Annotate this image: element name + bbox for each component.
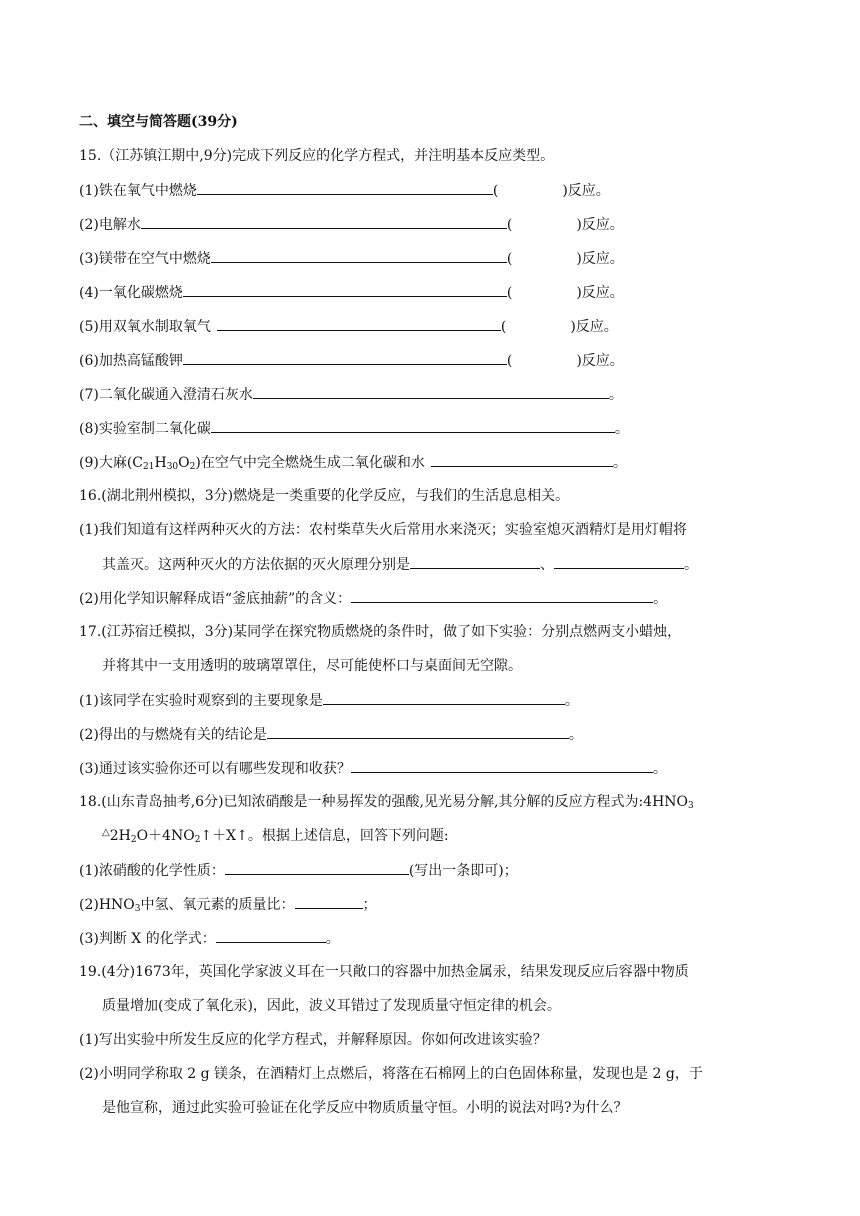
- q16-part1-line2: 其盖灭。这两种灭火的方法依据的灭火原理分别是 、 。: [102, 554, 698, 575]
- q16-stem: 16.(湖北荆州模拟，3分)燃烧是一类重要的化学反应，与我们的生活息息相关。: [79, 488, 570, 504]
- q18-part2: $(2)HNO_3$中氢、氧元素的质量比： ；: [79, 894, 377, 915]
- q19-stem: 19.(4分)1673年，英国化学家波义耳在一只敞口的容器中加热金属汞，结果发现反应后容器中物质: [79, 964, 689, 980]
- q17-part1: (1)该同学在实验时观察到的主要现象是 。: [79, 690, 579, 711]
- answer-blank[interactable]: [323, 690, 565, 705]
- item-label: (8)实验室制二氧化碳: [79, 421, 211, 437]
- item-label: (6)加热高锰酸钾: [79, 353, 183, 369]
- q18-stem: 18.(山东青岛抽考,6分)已知浓硝酸是一种易挥发的强酸,见光易分解,其分解的反应方程式为$:4HNO_3$: [79, 794, 694, 811]
- answer-blank[interactable]: [431, 452, 613, 467]
- q15-item-4: (4)一氧化碳燃烧 ( )反应。: [79, 282, 624, 303]
- answer-blank[interactable]: [295, 894, 363, 909]
- answer-blank[interactable]: [267, 724, 569, 739]
- q16-part2: (2)用化学知识解释成语“釜底抽薪”的含义： 。: [79, 588, 667, 609]
- item-label: (5)用双氧水制取氧气: [79, 319, 211, 335]
- answer-blank[interactable]: [211, 248, 507, 263]
- q15-item-3: (3)镁带在空气中燃烧 ( )反应。: [79, 248, 624, 269]
- answer-blank[interactable]: [225, 860, 409, 875]
- q19-part1: (1)写出实验中所发生反应的化学方程式，并解释原因。你如何改进该实验？: [79, 1032, 547, 1048]
- answer-blank[interactable]: [351, 758, 653, 773]
- answer-blank[interactable]: [351, 588, 653, 603]
- q18-part3: (3)判断 X 的化学式： 。: [79, 928, 340, 949]
- q15-item-6: (6)加热高锰酸钾 ( )反应。: [79, 350, 624, 371]
- answer-blank[interactable]: [253, 384, 609, 399]
- q15-item-2: (2)电解水 ( )反应。: [79, 214, 624, 235]
- answer-blank[interactable]: [197, 180, 493, 195]
- q15-item-1: (1)铁在氧气中燃烧 ( )反应。: [79, 180, 610, 201]
- q17-part3: (3)通过该实验你还可以有哪些发现和收获？ 。: [79, 758, 667, 779]
- q19-part2-line2: 是他宣称，通过此实验可验证在化学反应中物质质量守恒。小明的说法对吗?为什么？: [102, 1100, 628, 1116]
- q17-stem-line2: 并将其中一支用透明的玻璃罩罩住，尽可能使杯口与桌面间无空隙。: [102, 658, 522, 674]
- q19-stem-line2: 质量增加(变成了氧化汞)，因此，波义耳错过了发现质量守恒定律的机会。: [102, 998, 561, 1014]
- answer-blank[interactable]: [211, 418, 615, 433]
- q16-part1-line1: (1)我们知道有这样两种灭火的方法：农村柴草失火后常用水来浇灭；实验室熄灭酒精灯是用灯帽将: [79, 522, 687, 538]
- q15-item-8: (8)实验室制二氧化碳 。: [79, 418, 629, 439]
- item-label: (4)一氧化碳燃烧: [79, 285, 183, 301]
- q15-stem: 15.（江苏镇江期中,9分)完成下列反应的化学方程式，并注明基本反应类型。: [79, 148, 555, 164]
- item-label: (2)电解水: [79, 217, 141, 233]
- answer-blank[interactable]: [217, 316, 501, 331]
- item-label: (7)二氧化碳通入澄清石灰水: [79, 387, 253, 403]
- answer-blank[interactable]: [183, 350, 507, 365]
- answer-blank[interactable]: [183, 282, 507, 297]
- q15-item-9: (9)大麻$(C_{21}H_{30}O_2)$在空气中完全燃烧生成二氧化碳和水 。: [79, 452, 627, 473]
- heat-symbol: △: [102, 827, 110, 838]
- q15-item-5: (5)用双氧水制取氧气 ( )反应。: [79, 316, 618, 337]
- answer-blank[interactable]: [554, 554, 684, 569]
- section-title: 二、填空与简答题(39分): [79, 114, 238, 130]
- q18-part1: (1)浓硝酸的化学性质： (写出一条即可)；: [79, 860, 518, 881]
- q17-stem: 17.(江苏宿迁模拟，3分)某同学在探究物质燃烧的条件时，做了如下实验：分别点燃两支小蜡烛，: [79, 624, 682, 640]
- q15-item-7: (7)二氧化碳通入澄清石灰水 。: [79, 384, 623, 405]
- item-label: (1)铁在氧气中燃烧: [79, 183, 197, 199]
- answer-blank[interactable]: [141, 214, 507, 229]
- q17-part2: (2)得出的与燃烧有关的结论是 。: [79, 724, 583, 745]
- answer-blank[interactable]: [410, 554, 540, 569]
- q18-equation-line: $^\triangle 2H_2O+4NO_2↑+X↑$。根据上述信息，回答下列问题:: [102, 827, 449, 845]
- q19-part2-line1: (2)小明同学称取 2 g 镁条，在酒精灯上点燃后，将落在石棉网上的白色固体称量，发现也是 2 g，于: [79, 1066, 703, 1082]
- item-label: (3)镁带在空气中燃烧: [79, 251, 211, 267]
- answer-blank[interactable]: [216, 928, 326, 943]
